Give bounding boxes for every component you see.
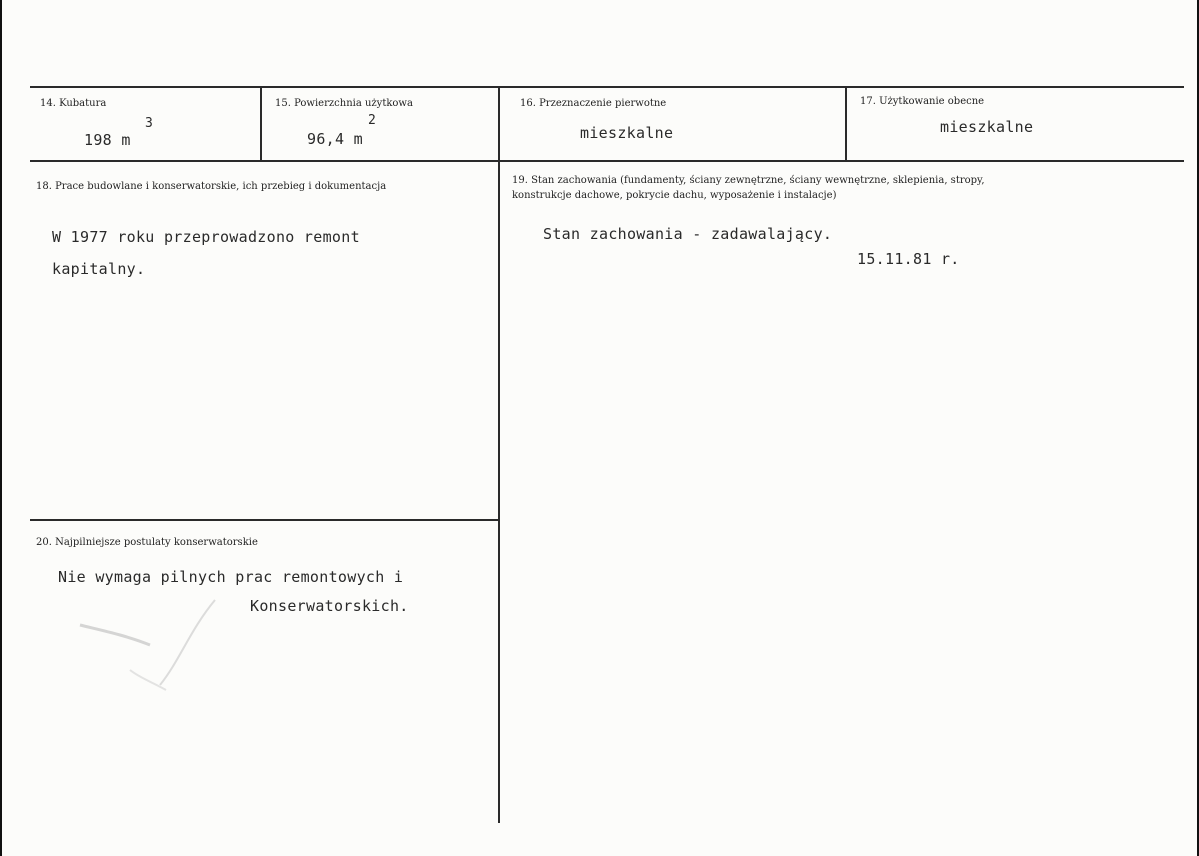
field-14-label: 14. Kubatura bbox=[40, 98, 107, 109]
field-19-date: 15.11.81 r. bbox=[857, 250, 960, 268]
field-15-superscript: 2 bbox=[368, 113, 376, 128]
field-15-value: 96,4 m bbox=[307, 130, 363, 148]
pencil-scribble-mark bbox=[70, 590, 230, 700]
left-edge bbox=[0, 0, 2, 856]
field-16-value: mieszkalne bbox=[580, 124, 674, 142]
col-divider-1 bbox=[260, 88, 262, 160]
field-14-value: 198 m bbox=[84, 131, 131, 149]
section-18-20-divider bbox=[30, 519, 498, 521]
header-row-rule bbox=[30, 160, 1184, 162]
field-19-line-1: Stan zachowania - zadawalający. bbox=[543, 225, 833, 243]
field-17-value: mieszkalne bbox=[940, 118, 1034, 136]
field-18-label: 18. Prace budowlane i konserwatorskie, ich przebieg i dokumentacja bbox=[36, 181, 387, 192]
field-19-label-line-1: 19. Stan zachowania (fundamenty, ściany zewnętrzne, ściany wewnętrzne, sklepienia, stropy, bbox=[512, 175, 985, 186]
field-20-label: 20. Najpilniejsze postulaty konserwatorskie bbox=[36, 537, 258, 548]
field-17-label: 17. Użytkowanie obecne bbox=[860, 96, 985, 107]
field-20-line-2: Konserwatorskich. bbox=[250, 597, 409, 615]
col-divider-3 bbox=[845, 88, 847, 160]
field-18-line-2: kapitalny. bbox=[52, 260, 146, 278]
field-16-label: 16. Przeznaczenie pierwotne bbox=[520, 98, 667, 109]
field-14-superscript: 3 bbox=[145, 116, 153, 131]
field-18-line-1: W 1977 roku przeprowadzono remont bbox=[52, 228, 360, 246]
field-19-label-line-2: konstrukcje dachowe, pokrycie dachu, wyposażenie i instalacje) bbox=[512, 190, 837, 201]
col-divider-main bbox=[498, 88, 500, 823]
field-20-line-1: Nie wymaga pilnych prac remontowych i bbox=[58, 568, 404, 586]
top-rule bbox=[30, 86, 1184, 88]
field-15-label: 15. Powierzchnia użytkowa bbox=[275, 98, 413, 109]
